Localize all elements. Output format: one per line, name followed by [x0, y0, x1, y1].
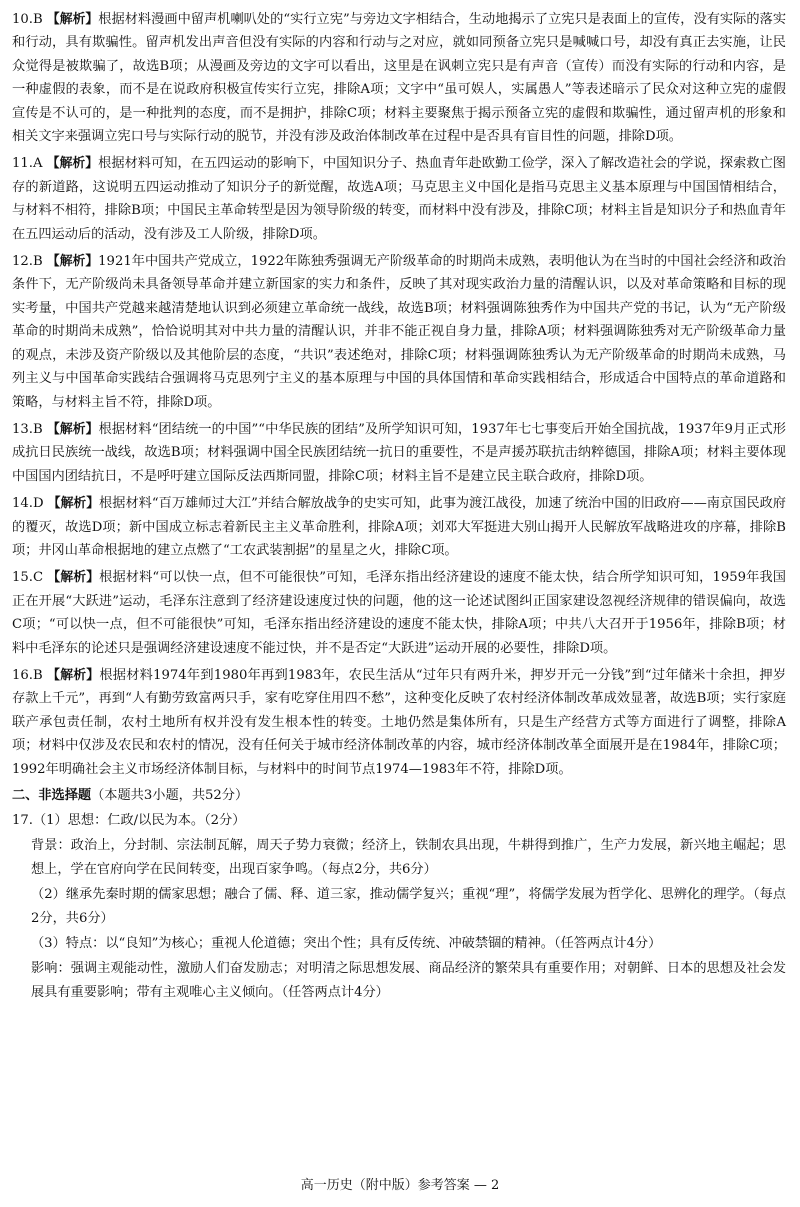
q17-background: 背景：政治上，分封制、宗法制瓦解，周天子势力衰微；经济上，铁制农具出现，牛耕得到推广，生产力发展，新兴地主崛起；思想上，学在官府向学在民间转变，出现百家争鸣。（每点2分，共6分）: [31, 838, 786, 877]
question-number: 10.: [12, 12, 33, 27]
question-list: [12, 8, 786, 781]
analysis-tag: 【解析】: [47, 667, 100, 683]
question-explanation: 1921年中国共产党成立，1922年陈独秀强调无产阶级革命的时期尚未成熟，表明他认为在当时的中国社会经济和政治条件下，无产阶级尚未具备领导革命并建立新国家的实力和条件，反映了其对现实政治力量的清醒认识，以及对革命策略和目标的现实考量，中国共产党越来越清楚地认识到必须建立革命统一战线，故选B项；材料强调陈独秀作为中国共产党的书记，认为“无产阶级革命的时期尚未成熟”，恰恰说明其对中共力量的清醒认识，并非不能正视自身力量，排除A项；材料强调陈独秀对无产阶级革命力量的观点，未涉及资产阶级以及其他阶层的态度，“共识”表述绝对，排除C项；材料强调陈独秀认为无产阶级革命的时期尚未成熟，马列主义与中国革命实践结合强调将马克思列宁主义的基本原理与中国的具体国情和革命实践相结合，形成适合中国特点的革命道路和策略，与材料主旨不符，排除D项。: [12, 254, 786, 410]
question-number: 13.: [12, 421, 33, 437]
question-number: 14.: [12, 496, 33, 512]
analysis-tag: 【解析】: [46, 156, 99, 172]
analysis-tag: 【解析】: [46, 254, 99, 270]
question-answer: D: [32, 496, 44, 512]
question-number: 12.: [12, 254, 33, 270]
analysis-tag: 【解析】: [47, 570, 100, 586]
q17-part2: （2）继承先秦时期的儒家思想；融合了儒、释、道三家，推动儒学复兴；重视“理”，将儒学发展为哲学化、思辨化的理学。（每点2分，共6分）: [31, 887, 786, 926]
question-12: [12, 250, 786, 414]
question-answer: C: [32, 570, 44, 586]
question-number: 15.: [12, 570, 33, 586]
q17-part1-text: （1）思想：仁政/以民为本。（2分）: [32, 813, 246, 828]
question-15: [12, 566, 786, 660]
section-note: （本题共3小题，共52分）: [91, 788, 249, 803]
analysis-tag: 【解析】: [46, 421, 99, 437]
question-17: [12, 809, 786, 1004]
question-explanation: 根据材料“团结统一的中国”“中华民族的团结”及所学知识可知，1937年七七事变后开始全国抗战，1937年9月正式形成抗日民族统一战线，故选B项；材料强调中国全民族团结统一抗日的重要性，不是声援苏联抗击纳粹德国，排除A项；材料主要体现中国国内团结抗日，不是呼吁建立国际反法西斯同盟，排除C项；材料主旨不是建立民主联合政府，排除D项。: [12, 421, 786, 484]
q17-influence: 影响：强调主观能动性，激励人们奋发励志；对明清之际思想发展、商品经济的繁荣具有重要作用；对朝鲜、日本的思想及社会发展具有重要影响；带有主观唯心主义倾向。（任答两点计4分）: [31, 961, 786, 1000]
question-11: [12, 152, 786, 246]
q17-part3: （3）特点：以“良知”为核心；重视人伦道德；突出个性；具有反传统、冲破禁锢的精神。（任答两点计4分）: [31, 936, 662, 952]
question-explanation: 根据材料“可以快一点，但不可能很快”可知，毛泽东指出经济建设的速度不能太快，结合所学知识可知，1959年我国正在开展“大跃进”运动，毛泽东注意到了经济建设速度过快的问题，他的这一论述试图纠正国家建设忽视经济规律的错误偏向，故选C项；“可以快一点，但不可能很快”可知，毛泽东指出经济建设的速度不能太快，排除A项；中共八大召开于1956年，排除B项；材料中毛泽东的论述只是强调经济建设速度不能过快，并不是否定“大跃进”运动开展的必要性，排除D项。: [12, 570, 786, 656]
question-explanation: 根据材料可知，在五四运动的影响下，中国知识分子、热血青年赴欧勤工俭学，深入了解改造社会的学说，探索救亡图存的新道路，这说明五四运动推动了知识分子的新觉醒，故选A项；马克思主义中国化是指马克思主义基本原理与中国国情相结合，与材料不相符，排除B项；中国民主革命转型是因为领导阶级的转变，而材料中没有涉及，排除C项；材料主旨是知识分子和热血青年在五四运动后的活动，没有涉及工人阶级，排除D项。: [12, 156, 786, 242]
question-answer: B: [32, 12, 43, 27]
question-answer: B: [32, 421, 43, 437]
question-number: 11.: [12, 156, 33, 172]
question-10: [12, 8, 786, 148]
question-explanation: 根据材料“百万雄师过大江”并结合解放战争的史实可知，此事为渡江战役，加速了统治中国的旧政府——南京国民政府的覆灭，故选D项；新中国成立标志着新民主主义革命胜利，排除A项；刘邓大军挺进大别山揭开人民解放军战略进攻的序幕，排除B项；井冈山革命根据地的建立点燃了“工农武装割据”的星星之火，排除C项。: [12, 496, 786, 558]
question-number: 17.: [12, 813, 33, 828]
page-footer: 高一历史（附中版）参考答案 — 2: [300, 1178, 500, 1193]
question-14: [12, 492, 786, 562]
question-13: [12, 418, 786, 488]
q17-part1: [12, 809, 786, 832]
question-explanation: 根据材料1974年到1980年再到1983年，农民生活从“过年只有两升米，押岁开元一分钱”到“过年储米十余担，押岁存款上千元”，再到“人有勤劳致富两只手，家有吃穿住用四不愁”，这种变化反映了农村经济体制改革成效显著，故选B项；实行家庭联产承包责任制，农村土地所有权并没有发生根本性的转变。土地仍然是集体所有，只是生产经营方式等方面进行了调整，排除A项；材料中仅涉及农民和农村的情况，没有任何关于城市经济体制改革的内容，城市经济体制改革全面展开是在1984年，排除C项；1992年明确社会主义市场经济体制目标，与材料中的时间节点1974—1983年不符，排除D项。: [12, 667, 787, 777]
question-answer: A: [32, 156, 43, 172]
section-title: 二、非选择题: [12, 788, 92, 803]
question-answer: B: [32, 254, 43, 270]
question-number: 16.: [12, 667, 33, 683]
section-heading: [12, 785, 786, 807]
question-16: [12, 664, 786, 781]
question-answer: B: [32, 667, 43, 683]
analysis-tag: 【解析】: [47, 496, 100, 512]
analysis-tag: 【解析】: [46, 12, 99, 27]
question-explanation: 根据材料漫画中留声机喇叭处的“实行立宪”与旁边文字相结合，生动地揭示了立宪只是表面上的宣传，没有实际的落实和行动，具有欺骗性。留声机发出声音但没有实际的内容和行动与之对应，就如同预备立宪只是喊喊口号，却没有真正去实施，让民众觉得是被欺骗了，故选B项；从漫画及旁边的文字可以看出，这里是在讽刺立宪只是有声音（宣传）而没有实际的行动和内容，是一种虚假的表象，而不是在说政府积极宣传实行立宪，排除A项；文字中“虽可娱人，实属愚人”等表述暗示了民众对这种立宪的虚假宣传是不认可的，是一种批判的态度，而不是拥护，排除C项；材料主要聚焦于揭示预备立宪的虚假和欺骗性，通过留声机的形象和相关文字来强调立宪口号与实际行动的脱节，并没有涉及政治体制改革在过程中是否具有盲目性的问题，排除D项。: [12, 12, 787, 145]
